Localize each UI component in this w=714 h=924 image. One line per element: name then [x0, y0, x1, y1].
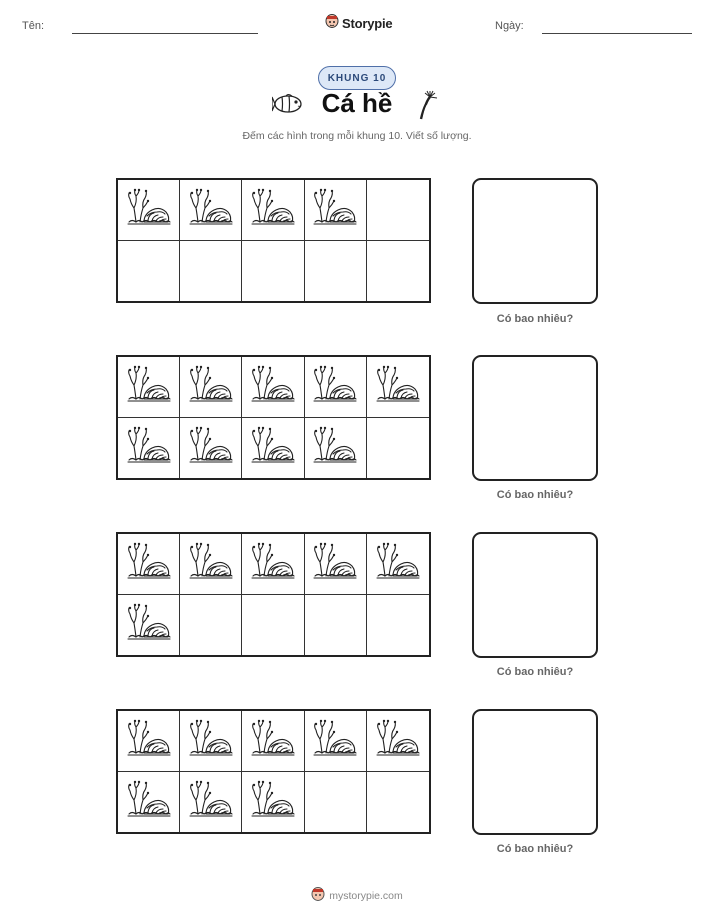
frame-cell	[118, 180, 180, 241]
frame-cell	[242, 241, 304, 302]
brand-logo	[325, 13, 392, 34]
frame-cell	[305, 241, 367, 302]
coral-reef-icon	[375, 540, 421, 587]
frame-cell	[367, 241, 429, 302]
instructions: Đếm các hình trong mỗi khung 10. Viết số lượng.	[242, 130, 472, 142]
storypie-mascot-icon	[325, 13, 339, 34]
frame-cell	[118, 772, 180, 833]
frame-cell	[180, 357, 242, 418]
brand-name: Storypie	[342, 16, 393, 31]
coral-reef-icon	[250, 717, 296, 764]
frame-cell	[367, 534, 429, 595]
frame-cell	[180, 180, 242, 241]
coral-reef-icon	[375, 363, 421, 410]
frame-cell	[180, 595, 242, 656]
frame-cell	[118, 711, 180, 772]
topic-badge: KHUNG 10	[318, 66, 396, 90]
coral-reef-icon	[188, 186, 234, 233]
frame-cell	[118, 534, 180, 595]
frame-cell	[367, 772, 429, 833]
coral-reef-icon	[312, 424, 358, 471]
coral-icon	[415, 90, 439, 125]
answer-box-1[interactable]	[472, 178, 598, 304]
coral-reef-icon	[188, 778, 234, 825]
frame-cell	[367, 357, 429, 418]
answer-label-1: Có bao nhiêu?	[496, 313, 574, 325]
coral-reef-icon	[250, 424, 296, 471]
ten-frame-3	[116, 532, 431, 657]
frame-cell	[367, 180, 429, 241]
frame-cell	[118, 241, 180, 302]
coral-reef-icon	[250, 363, 296, 410]
frame-cell	[118, 418, 180, 479]
frame-cell	[367, 711, 429, 772]
coral-reef-icon	[126, 601, 172, 648]
coral-reef-icon	[126, 717, 172, 764]
page-title: Cá hề	[321, 88, 393, 118]
coral-reef-icon	[312, 540, 358, 587]
frame-cell	[305, 180, 367, 241]
frame-cell	[305, 772, 367, 833]
footer-url: mystorypie.com	[329, 889, 403, 902]
frame-cell	[180, 418, 242, 479]
coral-reef-icon	[126, 186, 172, 233]
coral-reef-icon	[250, 540, 296, 587]
frame-cell	[305, 595, 367, 656]
frame-cell	[180, 241, 242, 302]
frame-cell	[305, 418, 367, 479]
frame-cell	[305, 357, 367, 418]
frame-cell	[180, 711, 242, 772]
frame-cell	[118, 595, 180, 656]
coral-reef-icon	[250, 778, 296, 825]
frame-cell	[367, 418, 429, 479]
frame-cell	[242, 711, 304, 772]
frame-cell	[242, 534, 304, 595]
date-label: Ngày:	[495, 20, 524, 32]
frame-cell	[242, 418, 304, 479]
answer-box-3[interactable]	[472, 532, 598, 658]
frame-cell	[242, 595, 304, 656]
ten-frame-4	[116, 709, 431, 834]
date-line	[542, 33, 692, 34]
footer	[0, 886, 714, 905]
frame-cell	[242, 357, 304, 418]
name-label: Tên:	[22, 20, 45, 32]
coral-reef-icon	[188, 363, 234, 410]
frame-cell	[305, 534, 367, 595]
answer-box-4[interactable]	[472, 709, 598, 835]
coral-reef-icon	[126, 540, 172, 587]
coral-reef-icon	[126, 778, 172, 825]
frame-cell	[180, 772, 242, 833]
coral-reef-icon	[188, 540, 234, 587]
coral-reef-icon	[250, 186, 296, 233]
frame-cell	[180, 534, 242, 595]
frame-cell	[242, 180, 304, 241]
frame-cell	[367, 595, 429, 656]
coral-reef-icon	[188, 424, 234, 471]
answer-label-2: Có bao nhiêu?	[496, 489, 574, 501]
ten-frame-2	[116, 355, 431, 480]
coral-reef-icon	[126, 424, 172, 471]
frame-cell	[242, 772, 304, 833]
answer-box-2[interactable]	[472, 355, 598, 481]
coral-reef-icon	[375, 717, 421, 764]
answer-label-3: Có bao nhiêu?	[496, 666, 574, 678]
frame-cell	[305, 711, 367, 772]
storypie-mascot-icon	[311, 886, 325, 905]
coral-reef-icon	[312, 363, 358, 410]
coral-reef-icon	[312, 186, 358, 233]
ten-frame-1	[116, 178, 431, 303]
answer-label-4: Có bao nhiêu?	[496, 843, 574, 855]
frame-cell	[118, 357, 180, 418]
coral-reef-icon	[126, 363, 172, 410]
name-line	[72, 33, 258, 34]
coral-reef-icon	[312, 717, 358, 764]
coral-reef-icon	[188, 717, 234, 764]
